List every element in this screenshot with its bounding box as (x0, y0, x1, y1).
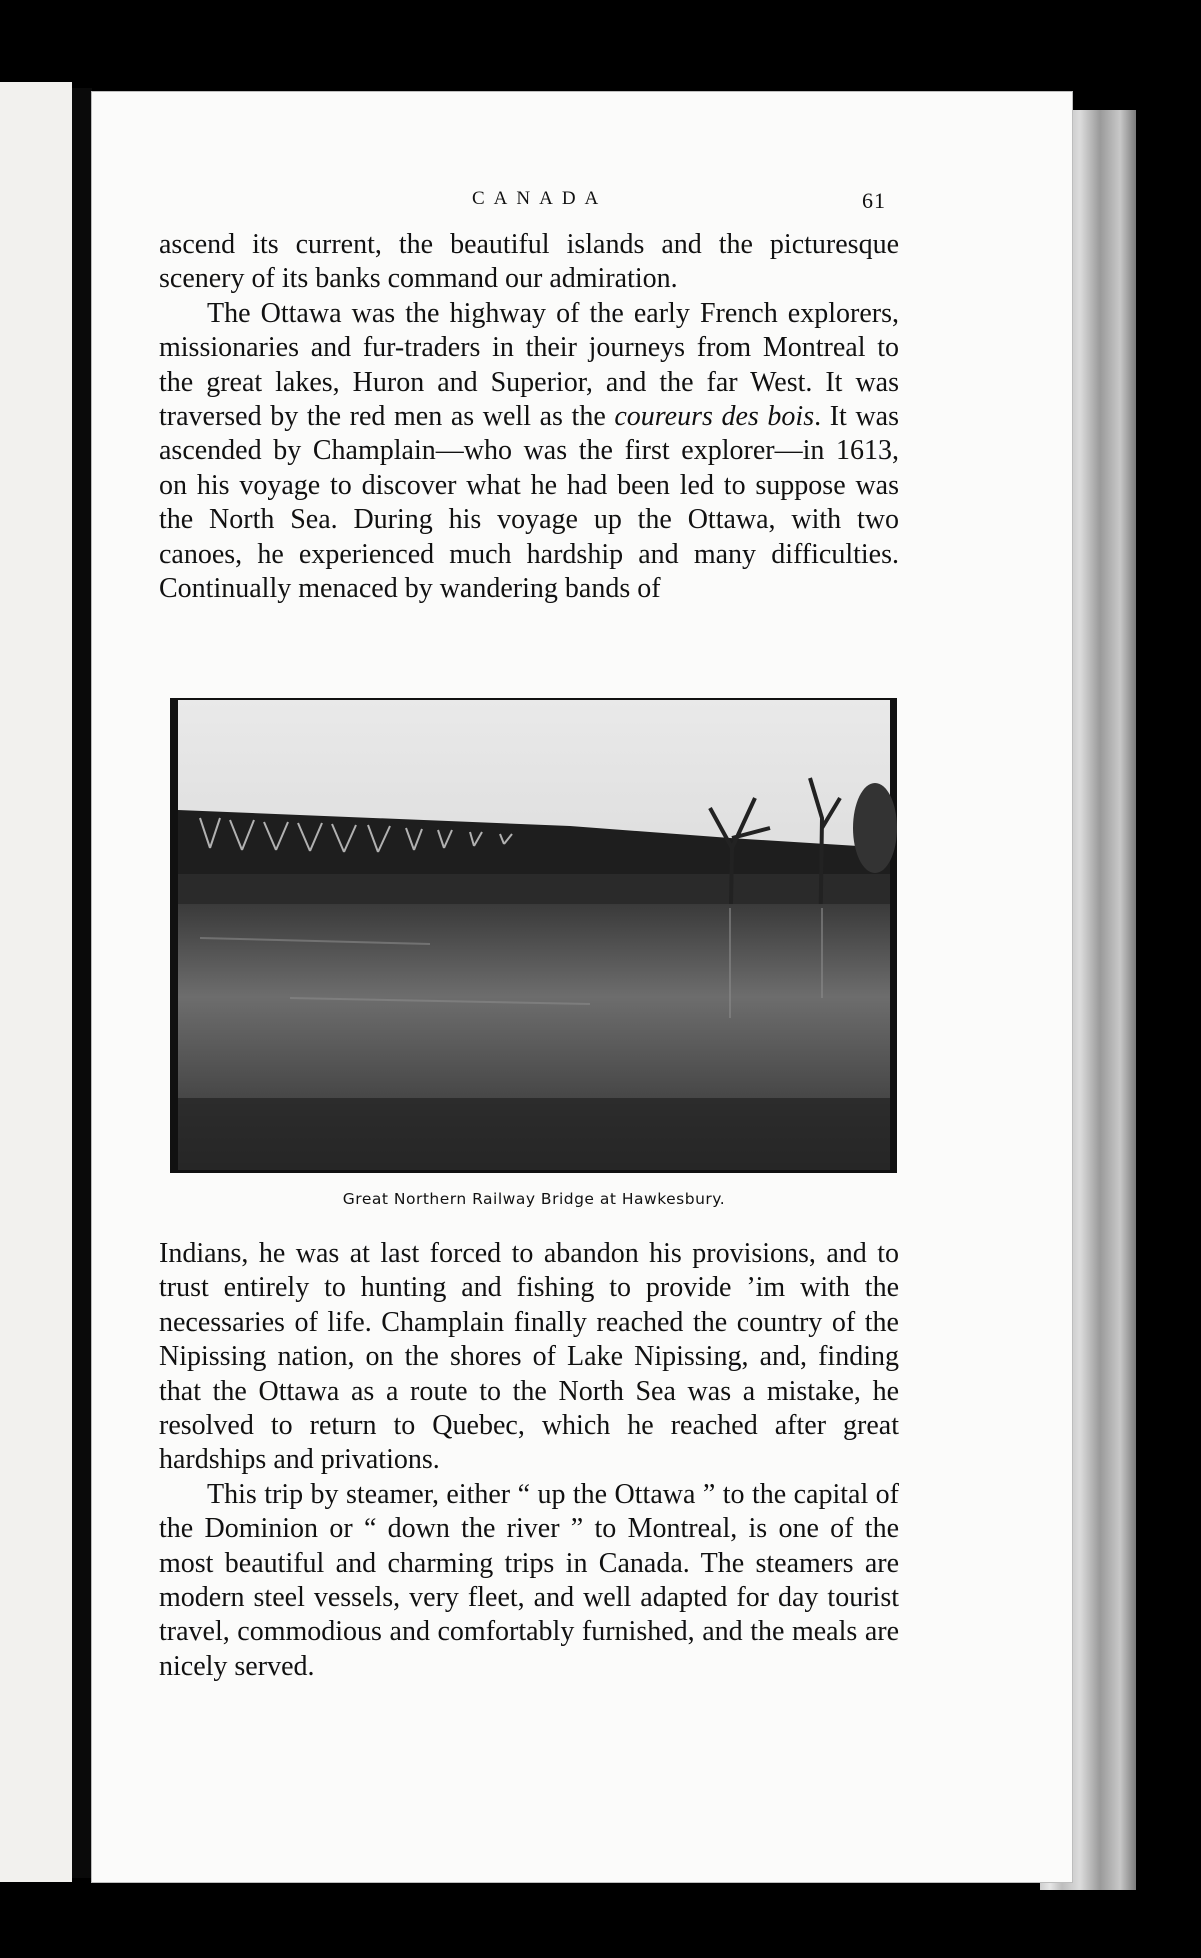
far-shore (178, 874, 890, 904)
bridge-photo-image (170, 698, 897, 1173)
paragraph-steamer: This trip by steamer, either “ up the Ottawa ” to the capital of the Dominion or “ down the river ” to Montreal, is one of the most beautiful and charming trips in Canada. The steamers are modern steel vessels, very fleet, and well adapted for day tourist travel, commodious and comfortably furnished, and the meals are nicely served. (159, 1478, 899, 1682)
running-head-title: CANADA (472, 188, 608, 209)
book-page (92, 92, 1072, 1882)
running-head (92, 188, 1072, 218)
paragraph-continuation: ascend its current, the beautiful islands and the picturesque scenery of its banks command our admiration. (159, 229, 899, 295)
foreground-shadow (178, 1098, 890, 1170)
facing-page-edge (0, 82, 72, 1882)
paragraph-ottawa-italic: coureurs des bois (614, 401, 815, 433)
text-block-top (159, 228, 899, 606)
paragraph-after-figure: Indians, he was at last forced to abandon his provisions, and to trust entirely to hunting and fishing to provide ’im with the necessaries of life. Champlain finally reached the country of the Nipissing nation, on the shores of Lake Nipissing, and, finding that the Ottawa as a route to the North Sea was a mistake, he resolved to return to Quebec, which he reached after great hardships and privations. (159, 1238, 899, 1476)
figure-caption: Great Northern Railway Bridge at Hawkesbury. (342, 1190, 726, 1208)
paragraph-ottawa-part-1: The Ottawa was the highway of the early French explorers, missionaries and fur-traders in their journeys from Montreal to the great lakes, Huron and Superior, and the far West. It was traversed by the red men as well as the (159, 297, 899, 433)
paragraph-ottawa (159, 297, 899, 607)
text-block-bottom (159, 1237, 899, 1684)
bridge-photograph (170, 698, 897, 1173)
tree-foliage (853, 783, 897, 873)
book-gutter (72, 88, 92, 1878)
page-number: 61 (862, 188, 886, 213)
paragraph-ottawa-part-2: . It was ascended by Champlain—who was the first explorer—in 1613, on his voyage to discover what he had been led to suppose was the North Sea. During his voyage up the Ottawa, with two canoes, he experienced much hardship and many difficulties. Continually menaced by wandering bands of (159, 401, 899, 605)
